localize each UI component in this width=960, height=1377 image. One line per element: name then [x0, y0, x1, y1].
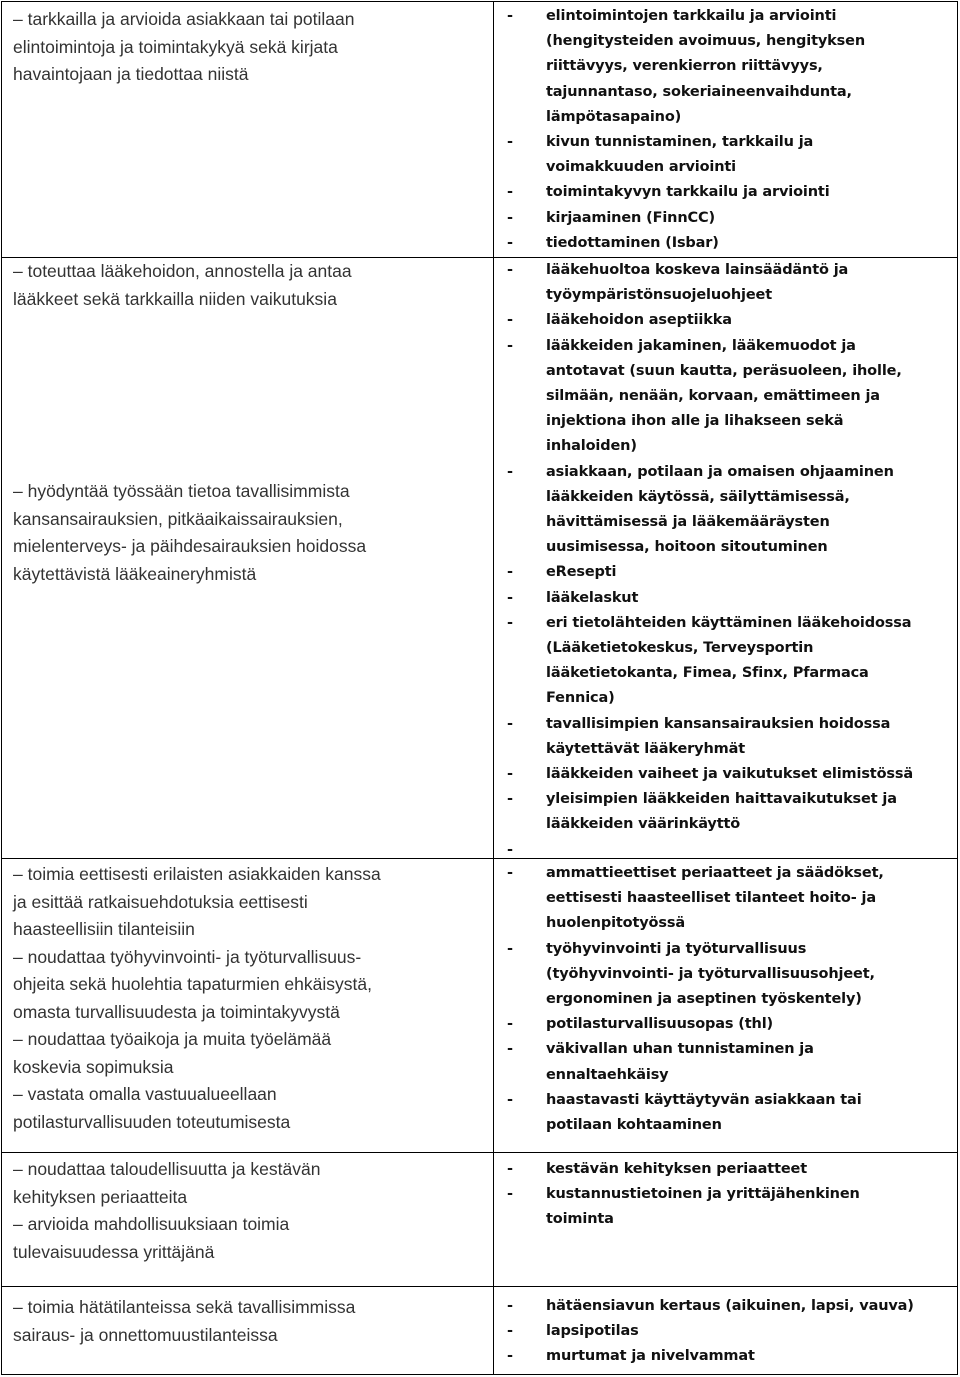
- list-item: - lapsipotilas: [507, 1319, 952, 1344]
- list-item: - kestävän kehityksen periaatteet: [507, 1157, 952, 1182]
- list-item: - elintoimintojen tarkkailu ja arviointi (hengitysteiden avoimuus, hengityksen riittävyys, verenkierron riittävyys, tajunnantaso, sokeriaineenvaihdunta, lämpötasapaino): [507, 4, 952, 130]
- list-item: - tiedottaminen (Isbar): [507, 231, 952, 256]
- list-item-text: tavallisimpien kansansairauksien hoidossa käytettävät lääkeryhmät: [546, 715, 891, 757]
- curriculum-table: [1, 1, 958, 1375]
- list-item: - työhyvinvointi ja työturvallisuus (työhyvinvointi- ja työturvallisuusohjeet, ergonominen ja aseptinen työskentely): [507, 937, 952, 1013]
- spacer-line: [13, 368, 483, 396]
- table-row: [2, 858, 957, 1152]
- list-item: - kirjaaminen (FinnCC): [507, 206, 952, 231]
- list-item-text: haastavasti käyttäytyvän asiakkaan tai potilaan kohtaaminen: [546, 1091, 862, 1134]
- list-item-text: työhyvinvointi ja työturvallisuus (työhyvinvointi- ja työturvallisuusohjeet, ergonominen ja aseptinen työskentely): [546, 940, 875, 1008]
- list-item: - eResepti: [507, 560, 952, 585]
- spacer-line: [13, 341, 483, 369]
- column-divider: [493, 1287, 494, 1374]
- list-item-text: kestävän kehityksen periaatteet: [546, 1161, 808, 1177]
- list-item: - lääkehoidon aseptiikka: [507, 308, 952, 333]
- list-item: - lääkkeiden jakaminen, lääkemuodot ja antotavat (suun kautta, peräsuoleen, iholle, silmään, nenään, korvaan, emättimeen ja injektiona ihon alle ja lihakseen sekä inhaloiden): [507, 334, 952, 460]
- list-item: - tavallisimpien kansansairauksien hoidossa käytettävät lääkeryhmät: [507, 712, 952, 762]
- competence-cell: [13, 1294, 483, 1349]
- list-item: - hätäensiavun kertaus (aikuinen, lapsi, vauva): [507, 1294, 952, 1319]
- list-item: - lääkkeiden vaiheet ja vaikutukset elimistössä: [507, 762, 952, 787]
- list-item-text: murtumat ja nivelvammat: [546, 1348, 755, 1365]
- list-item-text: lääkkeiden vaiheet ja vaikutukset elimistössä: [546, 766, 913, 783]
- list-item-text: väkivallan uhan tunnistaminen ja ennaltaehkäisy: [546, 1041, 814, 1083]
- content-cell: [507, 1294, 952, 1370]
- spacer-line: [13, 396, 483, 424]
- list-item-text: lääkehuoltoa koskeva lainsäädäntö ja työympäristönsuojeluohjeet: [546, 262, 849, 304]
- list-item: - lääkehuoltoa koskeva lainsäädäntö ja työympäristönsuojeluohjeet: [507, 258, 952, 308]
- list-item: - ammattieettiset periaatteet ja säädökset, eettisesti haasteelliset tilanteet hoito- ja huolenpitotyössä: [507, 861, 952, 937]
- list-item: - asiakkaan, potilaan ja omaisen ohjaaminen lääkkeiden käytössä, säilyttämisessä, hävittämisessä ja lääkemääräysten uusimisessa, hoitoon sitoutuminen: [507, 460, 952, 561]
- spacer-line: [13, 313, 483, 341]
- competence-text: – tarkkailla ja arvioida asiakkaan tai potilaan elintoimintoja ja toimintakykyä sekä kirjata havaintojaan ja tiedottaa niistä: [13, 9, 355, 84]
- spacer-line: [13, 423, 483, 451]
- list-item-text: kivun tunnistaminen, tarkkailu ja voimakkuuden arviointi: [546, 134, 814, 176]
- table-row: [2, 1152, 957, 1286]
- column-divider: [493, 1153, 494, 1286]
- list-item: - potilasturvallisuusopas (thl): [507, 1012, 952, 1037]
- list-item-text: asiakkaan, potilaan ja omaisen ohjaaminen lääkkeiden käytössä, säilyttämisessä, hävittämisessä ja lääkemääräysten uusimisessa, hoitoon sitoutuminen: [546, 463, 894, 556]
- list-item: - toimintakyvyn tarkkailu ja arviointi: [507, 180, 952, 205]
- list-item-text: hätäensiavun kertaus (aikuinen, lapsi, vauva): [546, 1298, 914, 1314]
- list-item-text: ammattieettiset periaatteet ja säädökset, eettisesti haasteelliset tilanteet hoito- ja huolenpitotyössä: [546, 865, 884, 932]
- list-item: - eri tietolähteiden käyttäminen lääkehoidossa (Lääketietokeskus, Terveysportin lääketietokanta, Fimea, Sfinx, Pfarmaca Fennica): [507, 611, 952, 712]
- competence-cell: [13, 1156, 483, 1266]
- list-item-text: lääkkeiden jakaminen, lääkemuodot ja antotavat (suun kautta, peräsuoleen, iholle, silmään, nenään, korvaan, emättimeen ja injektiona ihon alle ja lihakseen sekä inhaloiden): [546, 337, 902, 455]
- competence-text: – hyödyntää työssään tietoa tavallisimmista kansansairauksien, pitkäaikaissairauksien, mielenterveys- ja päihdesairauksien hoidossa käytettävistä lääkeaineryhmistä: [13, 481, 367, 584]
- competence-text: – noudattaa taloudellisuutta ja kestävän kehityksen periaatteita – arvioida mahdollisuuksiaan toimia tulevaisuudessa yrittäjänä: [13, 1159, 321, 1262]
- list-item: - murtumat ja nivelvammat: [507, 1344, 952, 1369]
- list-item: - lääkelaskut: [507, 586, 952, 611]
- list-item: - yleisimpien lääkkeiden haittavaikutukset ja lääkkeiden väärinkäyttö: [507, 787, 952, 837]
- list-item: -: [507, 838, 952, 863]
- list-item-text: lääkehoidon aseptiikka: [546, 312, 732, 329]
- content-cell: [507, 1157, 952, 1233]
- list-item-text: kirjaaminen (FinnCC): [546, 209, 715, 226]
- content-cell: [507, 258, 952, 863]
- list-item-text: lääkelaskut: [546, 589, 639, 606]
- list-item-text: toimintakyvyn tarkkailu ja arviointi: [546, 184, 830, 201]
- table-row: [2, 257, 957, 858]
- table-row: [2, 2, 957, 257]
- list-item-text: potilasturvallisuusopas (thl): [546, 1016, 774, 1033]
- list-item-text: yleisimpien lääkkeiden haittavaikutukset ja lääkkeiden väärinkäyttö: [546, 791, 897, 833]
- list-item-text: kustannustietoinen ja yrittäjähenkinen toiminta: [546, 1186, 860, 1228]
- spacer-line: [13, 451, 483, 479]
- list-item-text: elintoimintojen tarkkailu ja arviointi (hengitysteiden avoimuus, hengityksen riittävyys, verenkierron riittävyys, tajunnantaso, sokeriaineenvaihdunta, lämpötasapaino): [546, 8, 865, 125]
- list-item: - kivun tunnistaminen, tarkkailu ja voimakkuuden arviointi: [507, 130, 952, 180]
- list-item-text: tiedottaminen (Isbar): [546, 234, 719, 251]
- column-divider: [493, 859, 494, 1152]
- content-cell: [507, 861, 952, 1138]
- competence-text: – toimia hätätilanteissa sekä tavallisimmissa sairaus- ja onnettomuustilanteissa: [13, 1297, 356, 1345]
- column-divider: [493, 2, 494, 257]
- competence-text: – toteuttaa lääkehoidon, annostella ja antaa lääkkeet sekä tarkkailla niiden vaikutuksia: [13, 261, 352, 309]
- list-item-text: eri tietolähteiden käyttäminen lääkehoidossa (Lääketietokeskus, Terveysportin lääketietokanta, Fimea, Sfinx, Pfarmaca Fennica): [546, 614, 912, 707]
- list-item: - haastavasti käyttäytyvän asiakkaan tai potilaan kohtaaminen: [507, 1088, 952, 1138]
- competence-cell: [13, 6, 483, 89]
- list-item-text: lapsipotilas: [546, 1323, 639, 1340]
- list-item: - väkivallan uhan tunnistaminen ja ennaltaehkäisy: [507, 1037, 952, 1087]
- competence-cell: [13, 258, 483, 588]
- competence-cell: [13, 861, 483, 1136]
- column-divider: [493, 258, 494, 858]
- table-row: [2, 1286, 957, 1374]
- list-item: - kustannustietoinen ja yrittäjähenkinen toiminta: [507, 1182, 952, 1232]
- competence-text: – toimia eettisesti erilaisten asiakkaiden kanssa ja esittää ratkaisuehdotuksia eettisesti haasteellisiin tilanteisiin – noudattaa työhyvinvointi- ja työturvallisuus- ohjeita sekä huolehtia tapaturmien ehkäisystä, omasta turvallisuudesta ja toimintakyvystä – noudattaa työaikoja ja muita työelämää koskevia sopimuksia – vastata omalla vastuualueellaan potilasturvallisuuden toteutumisesta: [13, 864, 381, 1132]
- content-cell: [507, 4, 952, 256]
- list-item-text: eResepti: [546, 564, 617, 581]
